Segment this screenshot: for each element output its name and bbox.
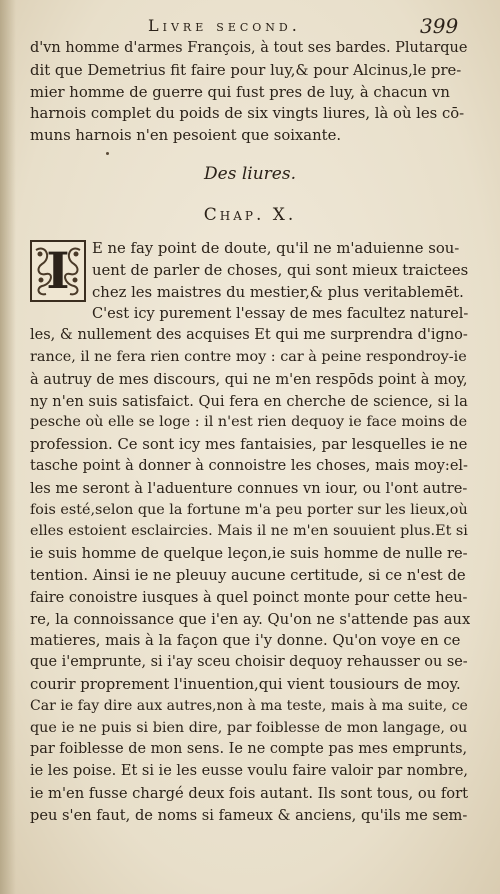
text-line: muns harnois n'en pesoient que soixante. <box>30 127 342 145</box>
running-title: Livre second. <box>148 16 301 35</box>
ink-speck <box>106 152 109 155</box>
page-header <box>0 14 500 38</box>
text-line: tasche point à donner à connoistre les choses, mais moy:el- <box>30 457 468 474</box>
section-title: Des liures. <box>204 164 296 184</box>
text-line: elles estoient esclaircies. Mais il ne m'en souuient plus.Et si <box>30 523 468 540</box>
page-number: 399 <box>420 14 459 38</box>
text-line: peu s'en faut, de noms si fameux & anciens, qu'ils me sem- <box>30 806 468 824</box>
top-paragraph <box>30 38 470 147</box>
text-line: tention. Ainsi ie ne pleuuy aucune certitude, si ce n'est de <box>30 566 466 584</box>
text-line: rance, il ne fera rien contre moy : car à peine respondroy-ie <box>30 348 467 365</box>
text-line: les me seront à l'aduenture connues vn iour, ou l'ont autre- <box>30 479 468 497</box>
text-line: d'vn homme d'armes François, à tout ses bardes. Plutarque <box>30 40 468 56</box>
text-line: C'est icy purement l'essay de mes facultez naturel- <box>92 305 469 323</box>
text-line: par foiblesse de mon sens. Ie ne compte pas mes emprunts, <box>30 741 468 758</box>
text-line: fois esté,selon que la fortune m'a peu porter sur les lieux,où <box>30 501 468 518</box>
text-line: harnois complet du poids de six vingts liures, là où les cō- <box>30 105 465 123</box>
text-line: que ie ne puis si bien dire, par foiblesse de mon langage, ou <box>30 719 468 736</box>
text-line: les, & nullement des acquises Et qui me surprendra d'igno- <box>30 327 468 344</box>
chapter-heading: Chap. X. <box>203 205 297 225</box>
text-line: ie les poise. Et si ie les eusse voulu faire valoir par nombre, <box>30 763 468 780</box>
text-line: mier homme de guerre qui fust pres de luy, à chacun vn <box>30 83 450 101</box>
text-line: profession. Ce sont icy mes fantaisies, par lesquelles ie ne <box>30 436 468 454</box>
text-line: courir proprement l'inuention,qui vient tousiours de moy. <box>30 675 461 693</box>
page-spine-shadow <box>0 0 16 894</box>
text-line: faire conoistre iusques à quel poinct monte pour cette heu- <box>30 588 468 606</box>
text-line: pesche où elle se loge : il n'est rien dequoy ie face moins de <box>30 414 468 431</box>
text-line: uent de parler de choses, qui sont mieux traictees <box>92 261 469 279</box>
text-line: Car ie fay dire aux autres,non à ma teste, mais à ma suite, ce <box>30 697 468 714</box>
text-line: E ne fay point de doute, qu'il ne m'aduienne sou- <box>92 240 460 257</box>
drop-cap-letter: I <box>46 241 70 300</box>
text-line: ie m'en fusse chargé deux fois autant. Ils sont tous, ou fort <box>30 784 469 802</box>
text-line: ny n'en suis satisfaict. Qui fera en cherche de science, si la <box>30 392 468 410</box>
text-line: ie suis homme de quelque leçon,ie suis homme de nulle re- <box>30 545 468 563</box>
text-line: re, la connoissance que i'en ay. Qu'on ne s'attende pas aux <box>30 610 470 628</box>
text-line: que i'emprunte, si i'ay sceu choisir dequoy rehausser ou se- <box>30 654 468 671</box>
text-line: chez les maistres du mestier,& plus veritablemēt. <box>92 283 464 301</box>
text-line: à autruy de mes discours, qui ne m'en respōds point à moy, <box>30 370 468 388</box>
chapter-body <box>30 238 470 827</box>
text-line: matieres, mais à la façon que i'y donne. Qu'on voye en ce <box>30 632 461 650</box>
text-line: dit que Demetrius fit faire pour luy,& pour Alcinus,le pre- <box>30 61 462 79</box>
